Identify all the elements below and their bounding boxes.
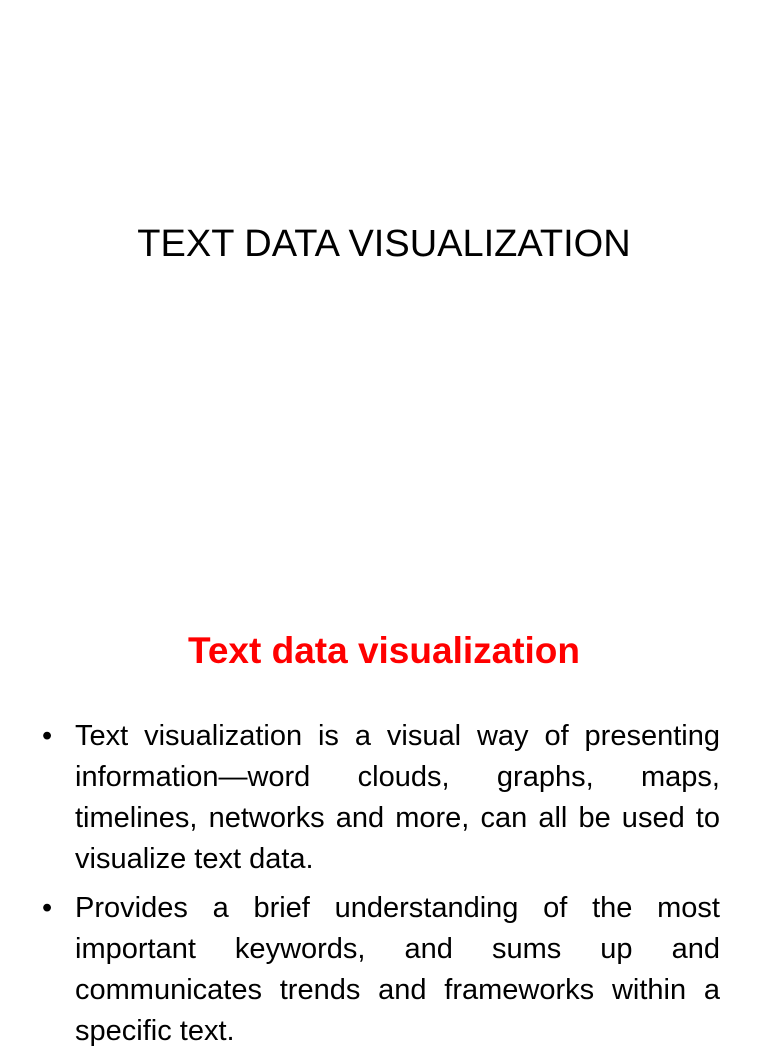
- bullet-text: Text visualization is a visual way of presenting information—word clouds, graphs, maps, timelines, networks and more, can all be used to visualize text data.: [75, 720, 720, 875]
- slide-content-page: [0, 560, 768, 1047]
- bullet-item: [40, 888, 720, 1052]
- slide-title: TEXT DATA VISUALIZATION: [137, 223, 631, 265]
- bullet-icon: •: [42, 720, 53, 752]
- bullet-item: [40, 716, 720, 880]
- bullet-icon: •: [42, 892, 53, 924]
- bullet-text: Provides a brief understanding of the most important keywords, and sums up and communicates trends and frameworks within a specific text.: [75, 892, 720, 1047]
- slide-heading: Text data visualization: [187, 630, 581, 671]
- bullet-list: [40, 716, 720, 1060]
